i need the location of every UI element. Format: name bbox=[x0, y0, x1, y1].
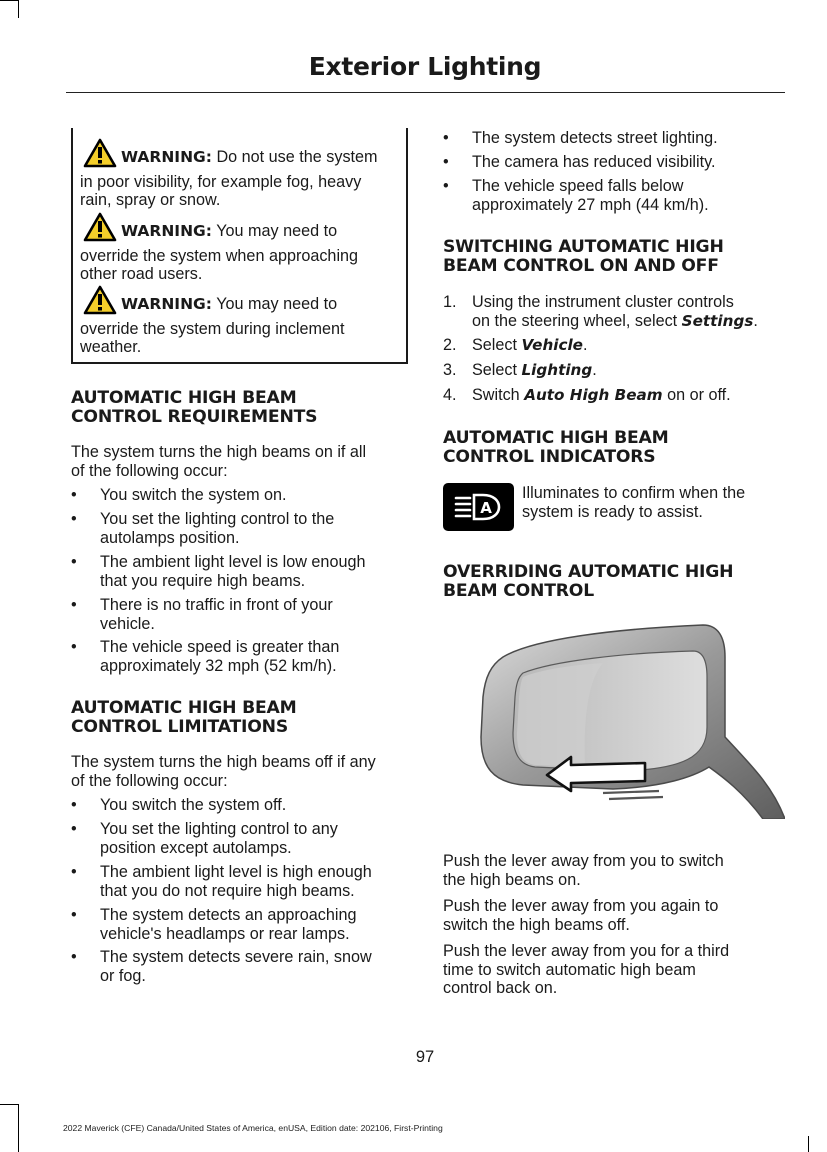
overriding-paragraph: Push the lever away from you again to switch the high beams off. bbox=[443, 897, 719, 934]
crop-mark bbox=[0, 1104, 18, 1105]
warning-text: You may need to bbox=[216, 295, 338, 313]
indicator-description: Illuminates to confirm when the system is ready to assist. bbox=[522, 484, 746, 521]
requirements-intro: The system turns the high beams on if all of the following occur: bbox=[71, 443, 367, 480]
warning-triangle-icon bbox=[83, 212, 117, 247]
warning-text: override the system when approaching bbox=[80, 246, 359, 265]
indicator-icon-letter: A bbox=[480, 499, 492, 517]
warning-1 bbox=[80, 138, 404, 210]
footer-text: 2022 Maverick (CFE) Canada/United States of America, enUSA, Edition date: 202106, First-Printing bbox=[63, 1123, 443, 1133]
warning-text: You may need to bbox=[216, 222, 338, 240]
warning-text: in poor visibility, for example fog, heavy bbox=[80, 172, 362, 191]
warning-2 bbox=[80, 212, 404, 284]
warning-label: WARNING: bbox=[121, 222, 212, 240]
auto-high-beam-indicator-icon bbox=[443, 483, 514, 531]
warning-text: weather. bbox=[80, 338, 142, 356]
warning-triangle-icon bbox=[83, 285, 117, 320]
limitations-heading: AUTOMATIC HIGH BEAM CONTROL LIMITATIONS bbox=[71, 698, 297, 737]
overriding-heading: OVERRIDING AUTOMATIC HIGH BEAM CONTROL bbox=[443, 562, 734, 601]
overriding-paragraph: Push the lever away from you for a third time to switch automatic high beam control back on. bbox=[443, 942, 730, 997]
crop-mark bbox=[18, 0, 19, 18]
warning-label: WARNING: bbox=[121, 295, 212, 313]
warning-text: rain, spray or snow. bbox=[80, 191, 221, 209]
crop-mark bbox=[808, 1136, 809, 1152]
page-title: Exterior Lighting bbox=[308, 52, 542, 81]
crop-mark bbox=[18, 1104, 19, 1152]
title-divider bbox=[66, 92, 785, 93]
warning-text: other road users. bbox=[80, 265, 203, 283]
overriding-paragraph: Push the lever away from you to switch the high beams on. bbox=[443, 852, 724, 889]
page-number: 97 bbox=[415, 1048, 435, 1066]
indicators-heading: AUTOMATIC HIGH BEAM CONTROL INDICATORS bbox=[443, 428, 669, 467]
crop-mark bbox=[0, 0, 18, 1]
warning-text: override the system during inclement bbox=[80, 319, 345, 338]
requirements-heading: AUTOMATIC HIGH BEAM CONTROL REQUIREMENTS bbox=[71, 388, 318, 427]
limitations-intro: The system turns the high beams off if any of the following occur: bbox=[71, 753, 376, 790]
warning-triangle-icon bbox=[83, 138, 117, 173]
warning-label: WARNING: bbox=[121, 148, 212, 166]
warning-box bbox=[71, 128, 408, 364]
warning-3 bbox=[80, 285, 404, 357]
lever-illustration bbox=[463, 617, 785, 819]
warning-text: Do not use the system bbox=[216, 148, 378, 166]
switching-heading: SWITCHING AUTOMATIC HIGH BEAM CONTROL ON AND OFF bbox=[443, 237, 724, 276]
